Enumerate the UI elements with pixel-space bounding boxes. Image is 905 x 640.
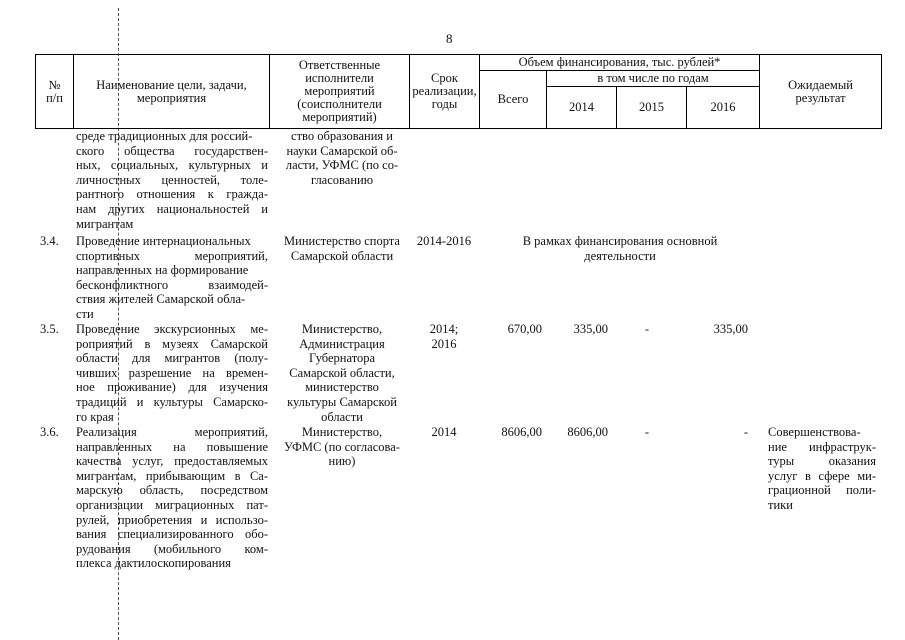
row-total: 670,00 bbox=[507, 322, 542, 336]
row-executors: Министерство спорта Самарской области bbox=[284, 234, 400, 263]
row-executors: Министерство, УФМС (по согласова- нию) bbox=[284, 425, 400, 469]
row-result: Совершенствова- ние инфраструк- туры оказания услуг в сфере ми- грационной поли- тики bbox=[768, 425, 876, 512]
header-num: № п/п bbox=[36, 55, 74, 129]
row-term: 2014-2016 bbox=[416, 234, 472, 248]
header-term: Срок реализации, годы bbox=[410, 55, 480, 129]
header-name: Наименование цели, задачи, мероприятия bbox=[74, 55, 270, 129]
row-total: 8606,00 bbox=[501, 425, 542, 439]
header-year-2014: 2014 bbox=[547, 87, 617, 129]
row-number: 3.4. bbox=[40, 234, 59, 248]
row-2015: - bbox=[644, 425, 650, 439]
header-year-2015: 2015 bbox=[617, 87, 687, 129]
row-term: 2014 bbox=[431, 425, 457, 439]
header-total: Всего bbox=[480, 71, 547, 129]
table-header bbox=[35, 54, 882, 129]
row-name: среде традиционных для россий- ского общества государствен- ных, социальных, культурных и личностных ценностей, толе- рантного отношения к гражда- нам других национальностей и мигрантам bbox=[76, 129, 268, 231]
header-by-year: в том числе по годам bbox=[547, 71, 760, 87]
header-executors: Ответственные исполнители мероприятий (соисполнители мероприятий) bbox=[270, 55, 410, 129]
row-2015: - bbox=[644, 322, 650, 336]
header-result: Ожидаемый результат bbox=[760, 55, 882, 129]
row-number: 3.5. bbox=[40, 322, 59, 336]
row-2016: 335,00 bbox=[713, 322, 748, 336]
row-name: Проведение экскурсионных ме- роприятий в музеях Самарской области для мигрантов (полу- чивших разрешение на времен- ное проживание) для изучения традиций и культуры Самарско- го края bbox=[76, 322, 268, 424]
row-name: Реализация мероприятий, направленных на повышение качества услуг, предоставляемых мигрантам, прибывающим в Са- марскую область, посредством организации миграционных пат- рулей, приобретения и использо- вания специализированного обо- рудования (мобильного ком- плекса дактилоскопирования bbox=[76, 425, 268, 571]
row-name: Проведение интернациональных спортивных мероприятий, направленных на формирование бесконфликтного взаимодей- ствия жителей Самарской обла- сти bbox=[76, 234, 268, 321]
row-funding-note: В рамках финансирования основной деятельности bbox=[522, 234, 718, 263]
row-executors: ство образования и науки Самарской об- ласти, УФМС (по со- гласованию bbox=[285, 129, 399, 187]
row-2014: 8606,00 bbox=[567, 425, 608, 439]
row-term: 2014; 2016 bbox=[429, 322, 459, 351]
row-executors: Министерство, Администрация Губернатора Самарской области, министерство культуры Самарской области bbox=[287, 322, 397, 424]
header-year-2016: 2016 bbox=[687, 87, 760, 129]
page-number: 8 bbox=[446, 31, 453, 46]
row-2014: 335,00 bbox=[573, 322, 608, 336]
row-2016: - bbox=[743, 425, 748, 439]
header-funding: Объем финансирования, тыс. рублей* bbox=[480, 55, 760, 71]
row-number: 3.6. bbox=[40, 425, 59, 439]
